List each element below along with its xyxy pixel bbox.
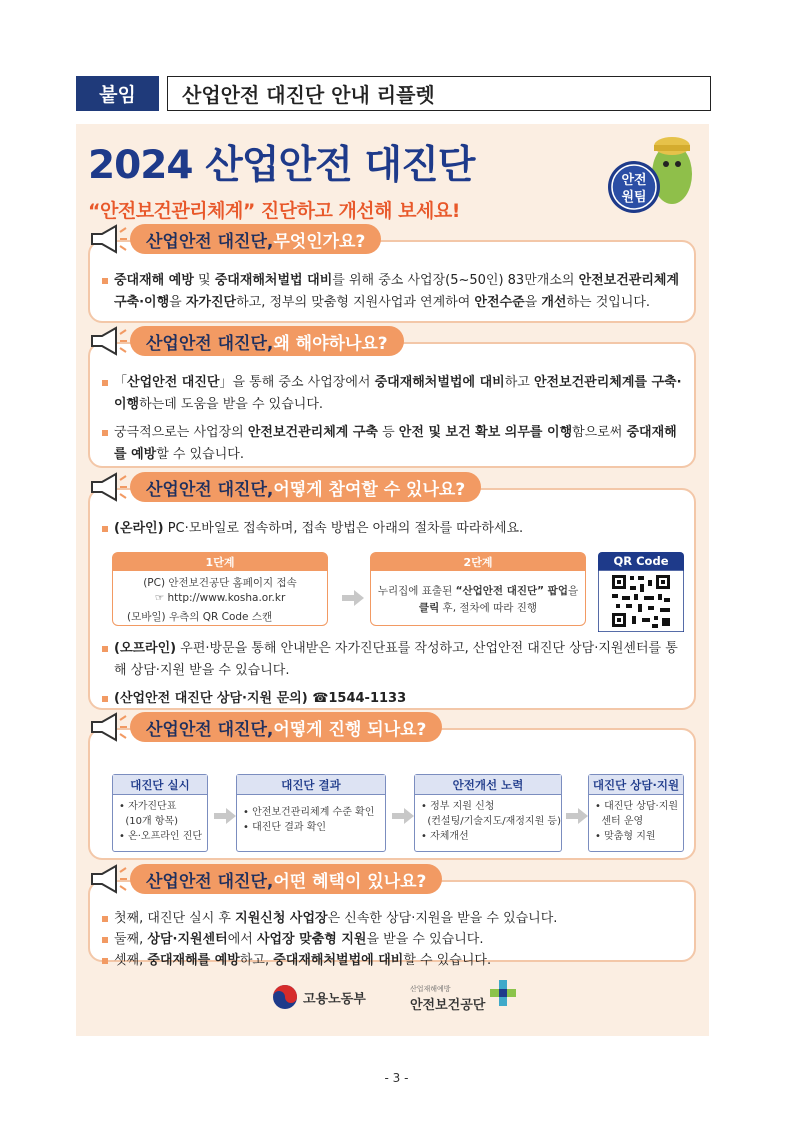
- emphasis-text: (온라인): [114, 521, 164, 536]
- process-line: 센터 운영: [595, 816, 644, 827]
- body-text: 하고, 정부의 맞춤형 지원사업과 연계하여: [236, 295, 475, 310]
- process-line: • 안전보건관리체계 수준 확인: [243, 807, 375, 818]
- arrow-right-icon: [566, 808, 588, 824]
- emphasis-text: 사업장 맞춤형 지원: [256, 932, 367, 947]
- step2-popup: “산업안전 대진단” 팝업: [455, 585, 568, 597]
- emphasis-text: 안전보건관리체계를 구축·이행: [114, 375, 682, 412]
- body-text: 셋째,: [114, 953, 148, 968]
- section-what: [88, 231, 696, 323]
- emphasis-text: 안전수준: [474, 295, 525, 310]
- step2-text-a: 누리집에 표출된: [377, 585, 456, 597]
- qr-block: [598, 552, 684, 632]
- emphasis-text: 상담·지원센터: [147, 932, 228, 947]
- step1-url[interactable]: ☞ http://www.kosha.or.kr: [154, 592, 286, 604]
- body-text: 하는 것입니다.: [566, 295, 651, 310]
- kosha-small: 산업재해예방: [410, 985, 451, 993]
- attachment-tag: 붙임: [76, 76, 159, 111]
- megaphone-icon: [88, 710, 128, 744]
- process-step-head: 안전개선 노력: [415, 775, 561, 795]
- process-step-1: [112, 774, 208, 852]
- body-text: PC·모바일로 접속하며, 접속 방법은 아래의 절차를 따라하세요.: [163, 521, 524, 536]
- section-tab: [88, 324, 404, 358]
- emphasis-text: 안전보건관리체계 구축: [247, 425, 378, 440]
- process-line: • 정부 지원 신청: [421, 801, 495, 812]
- process-line: • 대진단 상담·지원: [595, 801, 679, 812]
- leaflet-subtitle: “안전보건관리체계” 진단하고 개선해 보세요!: [88, 200, 460, 222]
- arrow-right-icon: [214, 808, 236, 824]
- body-text: 「: [114, 375, 128, 390]
- para-benefit-1: [102, 908, 682, 929]
- para-offline: [102, 638, 682, 682]
- body-text: 하고: [504, 375, 534, 390]
- process-line: • 자체개선: [421, 831, 469, 842]
- body-text: 할 수 있습니다.: [403, 953, 492, 968]
- body-text: 궁극적으로는 사업장의: [114, 425, 248, 440]
- process-line: • 대진단 결과 확인: [243, 822, 327, 833]
- body-text: 에서: [227, 932, 257, 947]
- section-tab-main: 산업안전 대진단,: [146, 871, 274, 892]
- body-text: 함으로써: [572, 425, 627, 440]
- process-line: (10개 항목): [119, 816, 179, 827]
- emphasis-text: 중대재해처벌법에 대비: [273, 953, 404, 968]
- leaflet-title: 2024 산업안전 대진단: [88, 143, 475, 188]
- emphasis-text: 개선: [541, 295, 567, 310]
- body-text: 우편·방문을 통해 안내받은 자가진단표를 작성하고, 산업안전 대진단 상담·지원센터를 통해 상담·지원 받을 수 있습니다.: [114, 641, 678, 678]
- process-step-2: [236, 774, 386, 852]
- body-text: 첫째, 대진단 실시 후: [114, 911, 236, 926]
- body-text: 등: [377, 425, 399, 440]
- megaphone-icon: [88, 324, 128, 358]
- para-benefit-3: [102, 950, 682, 971]
- megaphone-icon: [88, 470, 128, 504]
- step1-box: [112, 552, 328, 626]
- emphasis-text: 안전 및 보건 확보 의무를 이행: [398, 425, 573, 440]
- process-step-3: [414, 774, 562, 852]
- emphasis-text: 지원신청 사업장: [235, 911, 328, 926]
- section-tab: [88, 710, 442, 744]
- process-step-body: [415, 795, 561, 848]
- emphasis-text: 중대재해를 예방: [114, 425, 677, 462]
- taegeuk-icon: [272, 984, 298, 1010]
- kosha-logo: [410, 984, 518, 1013]
- emphasis-text: 중대재해처벌법에 대비: [374, 375, 505, 390]
- step1-mobile: (모바일) 우측의 QR Code 스캔: [127, 611, 273, 623]
- step2-text-d: 후, 절차에 따라 진행: [439, 602, 538, 614]
- qr-label: QR Code: [598, 552, 684, 570]
- body-text: 및: [193, 273, 215, 288]
- section-benefits: [88, 871, 696, 968]
- megaphone-icon: [88, 222, 128, 256]
- body-text: 을 받을 수 있습니다.: [366, 932, 484, 947]
- section-tab-question: 어떤 혜택이 있나요?: [273, 871, 427, 892]
- body-text: 하는데 도움을 받을 수 있습니다.: [139, 397, 324, 412]
- para-s1-p1: [102, 270, 682, 314]
- process-step-head: 대진단 상담·지원: [589, 775, 683, 795]
- process-step-4: [588, 774, 684, 852]
- section-tab-main: 산업안전 대진단,: [146, 719, 274, 740]
- emphasis-text: 자가진단: [185, 295, 237, 310]
- kosha-cross-icon: [488, 978, 518, 1008]
- process-step-body: [589, 795, 683, 848]
- mascot-icon: [604, 132, 696, 227]
- step1-pc: (PC) 안전보건공단 홈페이지 접속: [143, 577, 297, 589]
- body-text: 」을 통해 중소 사업장에서: [219, 375, 375, 390]
- process-line: (컨설팅/기술지도/재정지원 등): [421, 816, 561, 827]
- step2-head: 2단계: [371, 553, 585, 571]
- process-line: • 맞춤형 지원: [595, 831, 656, 842]
- section-tab-question: 어떻게 진행 되나요?: [273, 719, 427, 740]
- section-tab: [88, 470, 481, 504]
- para-online: [102, 518, 682, 540]
- arrow-right-icon: [342, 590, 364, 606]
- megaphone-icon: [88, 862, 128, 896]
- leaflet: [76, 124, 709, 1036]
- kosha-name: 안전보건공단: [410, 998, 486, 1013]
- section-tab-question: 어떻게 참여할 수 있나요?: [273, 479, 466, 500]
- inquiry-phone[interactable]: ☎1544-1133: [312, 691, 407, 706]
- step1-head: 1단계: [113, 553, 327, 571]
- section-why: [88, 333, 696, 468]
- body-text: 을: [524, 295, 542, 310]
- para-s2-p2: [102, 422, 682, 466]
- process-line: • 온·오프라인 진단: [119, 831, 203, 842]
- svg-text:원팀: 원팀: [621, 190, 647, 205]
- emphasis-text: 중대재해 예방: [114, 273, 194, 288]
- body-text: 를 위해 중소 사업장(5~50인) 83만개소의: [332, 273, 579, 288]
- emphasis-text: 안전보건관리체계 구축·이행: [114, 273, 680, 310]
- attachment-title: 산업안전 대진단 안내 리플렛: [167, 76, 711, 111]
- body-text: 은 신속한 상담·지원을 받을 수 있습니다.: [327, 911, 558, 926]
- arrow-right-icon: [392, 808, 414, 824]
- process-step-body: [113, 795, 207, 848]
- process-step-body: [237, 795, 385, 839]
- step2-text-c: 을: [567, 585, 579, 597]
- body-text: 하고,: [239, 953, 274, 968]
- section-process: [88, 719, 696, 860]
- step2-click: 클릭: [418, 602, 440, 614]
- svg-text:안전: 안전: [621, 173, 647, 188]
- para-benefit-2: [102, 929, 682, 950]
- inquiry-label: (산업안전 대진단 상담·지원 문의): [114, 691, 308, 706]
- moel-logo: [272, 984, 366, 1010]
- para-s2-p1: [102, 372, 682, 416]
- page-number: - 3 -: [384, 1071, 409, 1085]
- para-inquiry: [102, 688, 682, 710]
- section-tab: [88, 222, 381, 256]
- body-text: 을: [169, 295, 186, 310]
- step2-box: [370, 552, 586, 626]
- attachment-header: [76, 76, 711, 111]
- body-text: 둘째,: [114, 932, 148, 947]
- emphasis-text: (오프라인): [114, 641, 177, 656]
- section-tab-question: 왜 해야하나요?: [273, 333, 388, 354]
- emphasis-text: 중대재해처벌법 대비: [214, 273, 333, 288]
- section-tab-main: 산업안전 대진단,: [146, 333, 274, 354]
- section-how-join: [88, 479, 696, 710]
- body-text: 할 수 있습니다.: [156, 447, 244, 462]
- process-step-head: 대진단 결과: [237, 775, 385, 795]
- section-tab-main: 산업안전 대진단,: [146, 479, 274, 500]
- emphasis-text: 중대재해를 예방: [147, 953, 240, 968]
- section-tab: [88, 862, 442, 896]
- process-step-head: 대진단 실시: [113, 775, 207, 795]
- section-tab-question: 무엇인가요?: [273, 231, 366, 252]
- emphasis-text: 산업안전 대진단: [127, 375, 220, 390]
- moel-name: 고용노동부: [303, 991, 366, 1007]
- qr-code-icon[interactable]: [598, 570, 684, 632]
- section-tab-main: 산업안전 대진단,: [146, 231, 274, 252]
- process-line: • 자가진단표: [119, 801, 177, 812]
